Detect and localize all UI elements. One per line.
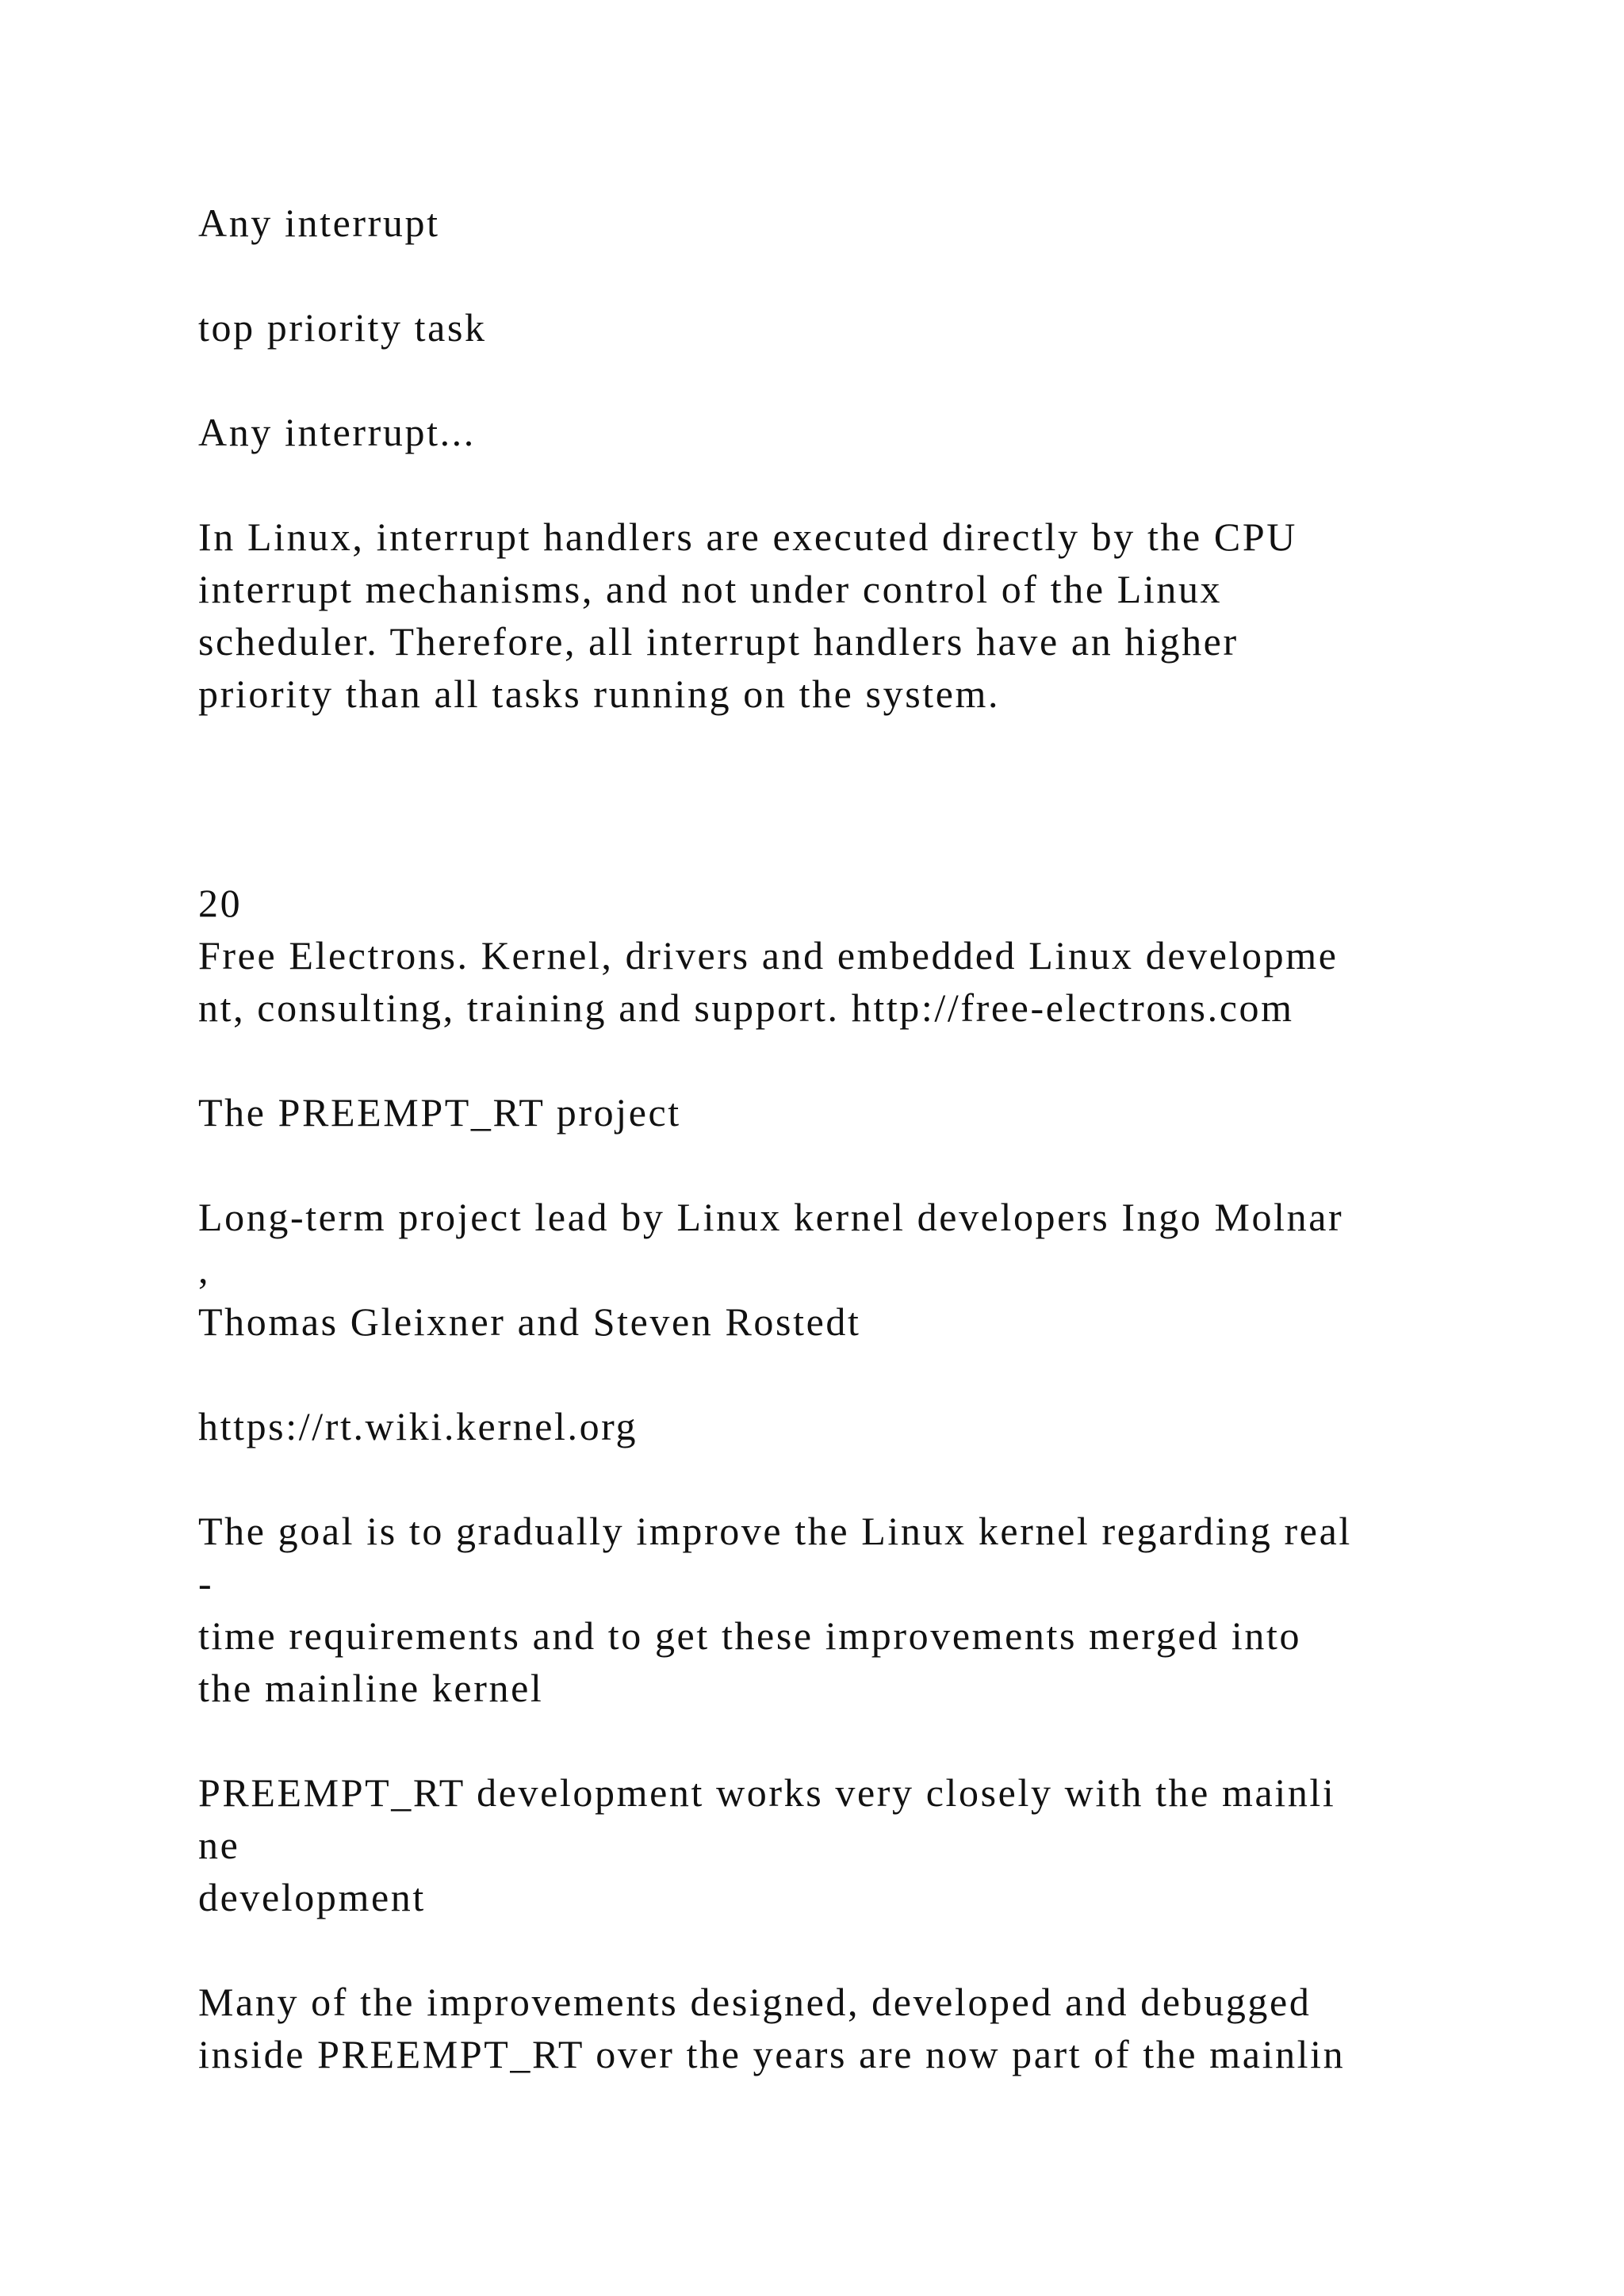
footer-line: nt, consulting, training and support. http://free-electrons.com (198, 985, 1294, 1030)
text-line: priority than all tasks running on the system. (198, 672, 1001, 716)
footer-line: Free Electrons. Kernel, drivers and embedded Linux developme (198, 933, 1339, 978)
text-line: inside PREEMPT_RT over the years are now part of the mainlin (198, 2032, 1346, 2076)
text-line: The goal is to gradually improve the Linux kernel regarding real (198, 1509, 1352, 1553)
text-line: Long-term project lead by Linux kernel developers Ingo Molnar (198, 1195, 1344, 1239)
text-line: the mainline kernel (198, 1666, 544, 1710)
text-line: time requirements and to get these improvements merged into (198, 1613, 1302, 1658)
text-line: top priority task (198, 305, 487, 350)
text-line: PREEMPT_RT development works very closely with the mainli (198, 1770, 1336, 1815)
url-text: https://rt.wiki.kernel.org (198, 1404, 638, 1448)
text-line: In Linux, interrupt handlers are executed directly by the CPU (198, 515, 1297, 559)
section-title: The PREEMPT_RT project (198, 1090, 681, 1135)
text-line: ne (198, 1823, 240, 1867)
text-line: scheduler. Therefore, all interrupt handlers have an higher (198, 619, 1239, 664)
text-line: - (198, 1561, 214, 1605)
text-line: Any interrupt (198, 201, 440, 245)
text-line: Many of the improvements designed, developed and debugged (198, 1980, 1312, 2024)
text-line: development (198, 1875, 426, 1919)
page-number: 20 (198, 881, 243, 925)
text-line: Any interrupt... (198, 410, 476, 454)
text-line: interrupt mechanisms, and not under control of the Linux (198, 567, 1223, 611)
text-line: , (198, 1247, 211, 1292)
text-line: Thomas Gleixner and Steven Rostedt (198, 1299, 861, 1344)
